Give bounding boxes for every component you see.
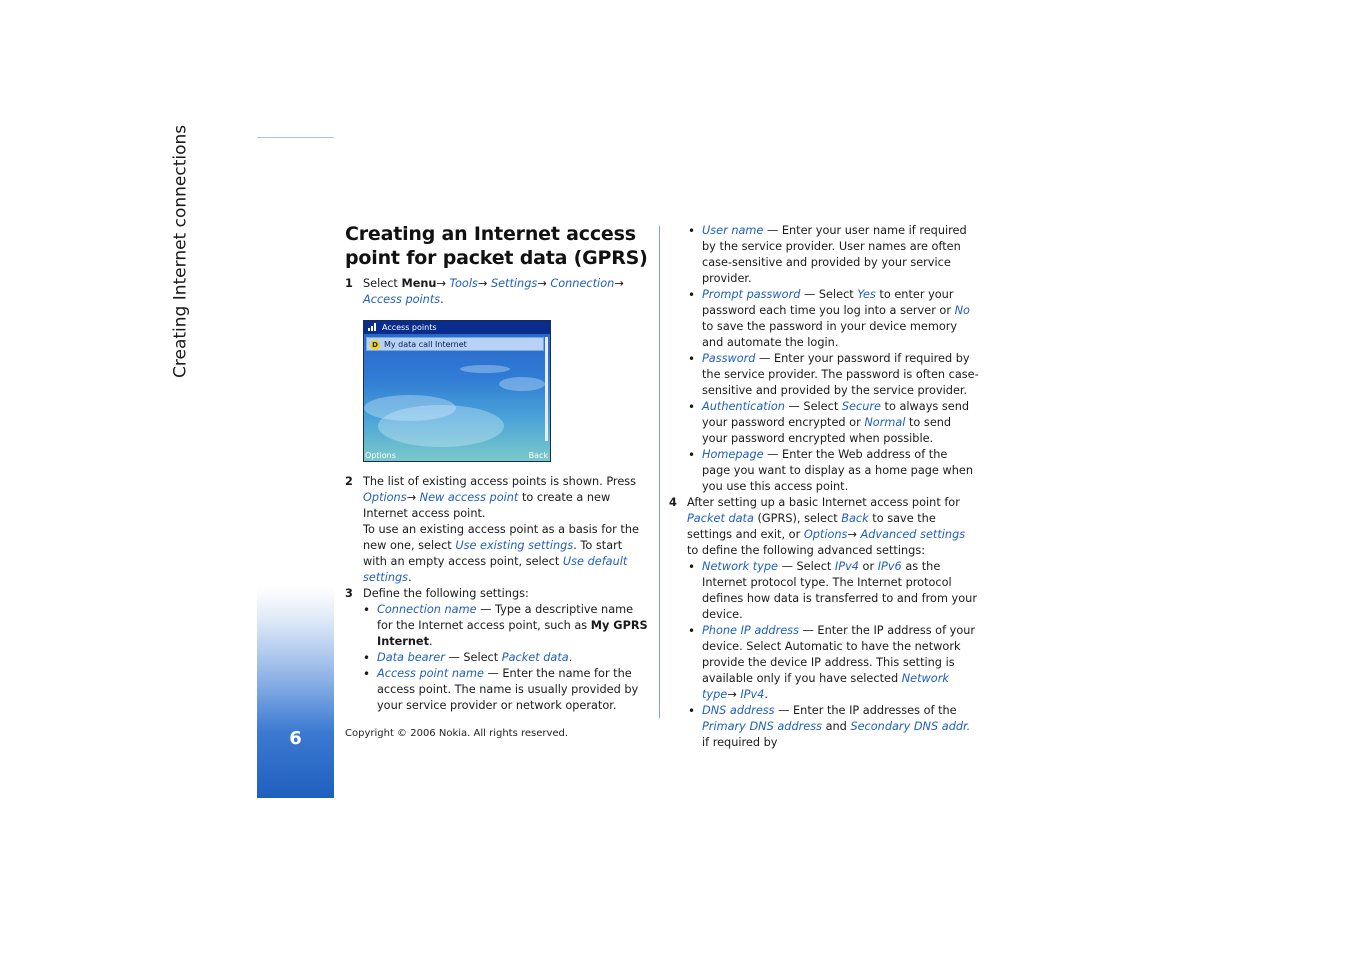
option-ipv4: IPv4 — [834, 560, 859, 573]
arrow: → — [614, 277, 624, 290]
text: to create a new Internet access point. — [363, 491, 611, 520]
text: . — [764, 688, 768, 701]
setting-phone-ip: Phone IP address — [702, 624, 799, 637]
step-number: 3 — [345, 587, 353, 600]
setting-password: Password — [702, 352, 756, 365]
setting-connection-name: Connection name — [377, 603, 477, 616]
menu-tools: Tools — [449, 277, 478, 290]
text: . — [408, 571, 412, 584]
setting-network-type: Network type — [702, 560, 778, 573]
step-number: 1 — [345, 277, 353, 290]
signal-icon — [368, 323, 377, 331]
text: to enter your password each time you log into a server or — [702, 288, 955, 317]
softkey-back: Back — [528, 451, 548, 460]
list-item — [688, 287, 979, 351]
text: to define the following advanced settings: — [687, 544, 926, 557]
text: — Select — [778, 560, 835, 573]
text: Select — [363, 277, 402, 290]
step-number: 2 — [345, 475, 353, 488]
arrow: → — [436, 277, 446, 290]
text: . — [440, 293, 444, 306]
phone-list-item-label: My data call Internet — [384, 340, 467, 349]
text: The list of existing access points is shown. Press — [363, 475, 637, 488]
list-item — [688, 223, 979, 287]
text: if required by — [702, 736, 778, 749]
list-item — [363, 650, 649, 666]
text: . — [428, 635, 433, 648]
menu-options: Options — [363, 491, 407, 504]
background-blob — [499, 377, 545, 391]
setting-user-name: User name — [702, 224, 764, 237]
text: (GPRS), select — [753, 512, 842, 525]
menu-use-existing: Use existing settings — [455, 539, 574, 552]
text: or — [858, 560, 878, 573]
text: to save the settings and exit, or — [687, 512, 936, 541]
text: — Enter your password if required by the service provider. The password is often case-sensitive and provided by the service provider. — [702, 352, 979, 397]
setting-network-type-ref: Network type — [702, 672, 949, 701]
text: . To start with an empty access point, select — [363, 539, 623, 568]
phone-list-item-selected — [366, 337, 544, 351]
setting-homepage: Homepage — [702, 448, 764, 461]
text: — Enter the IP address of your device. Select Automatic to have the network provide the device IP address. This setting is available only if you have selected — [702, 624, 976, 685]
page-title: Creating an Internet access point for packet data (GPRS) — [345, 223, 648, 269]
option-secure: Secure — [841, 400, 881, 413]
bullet: • — [688, 704, 696, 718]
menu-connection: Connection — [550, 277, 615, 290]
arrow: → — [537, 277, 547, 290]
setting-primary-dns: Primary DNS address — [702, 720, 822, 733]
phone-title-bar — [364, 321, 550, 334]
step-4 — [669, 495, 979, 559]
step-2 — [345, 474, 649, 586]
setting-secondary-dns: Secondary DNS addr. — [850, 720, 971, 733]
sidebar — [170, 124, 334, 798]
section-title-container — [170, 124, 334, 478]
option-back: Back — [841, 512, 869, 525]
page-number: 6 — [289, 728, 302, 749]
list-item — [688, 351, 979, 399]
bullet: • — [688, 400, 696, 414]
bullet: • — [688, 560, 696, 574]
text: — Enter the name for the access point. The name is usually provided by your service provider or network operator. — [377, 667, 639, 712]
phone-scrollbar — [545, 337, 548, 441]
bullet: • — [688, 224, 696, 238]
list-item — [688, 623, 979, 703]
setting-authentication: Authentication — [702, 400, 785, 413]
menu-use-default: Use default settings — [363, 555, 628, 584]
list-item — [363, 666, 649, 714]
setting-prompt-password: Prompt password — [702, 288, 801, 301]
text: To use an existing access point as a basis for the new one, select — [363, 523, 639, 552]
option-ipv6: IPv6 — [877, 560, 902, 573]
settings-list — [363, 602, 649, 714]
menu-settings: Settings — [490, 277, 538, 290]
left-column — [345, 222, 649, 714]
option-no: No — [954, 304, 970, 317]
column-divider — [659, 226, 660, 718]
setting-data-bearer: Data bearer — [377, 651, 445, 664]
menu-key: Menu — [401, 277, 437, 290]
option-normal: Normal — [864, 416, 906, 429]
menu-advanced-settings: Advanced settings — [860, 528, 966, 541]
arrow: → — [406, 491, 417, 504]
arrow: → — [477, 277, 488, 290]
section-title: Creating Internet connections — [170, 124, 191, 378]
right-column — [669, 223, 979, 751]
list-item — [688, 399, 979, 447]
text: to always send your password encrypted or — [702, 400, 970, 429]
step-3 — [345, 586, 649, 714]
text: to send your password encrypted when possible. — [702, 416, 952, 445]
menu-options: Options — [803, 528, 848, 541]
menu-new-access-point: New access point — [419, 491, 519, 504]
settings-list-continued — [669, 223, 979, 495]
bullet: • — [688, 352, 696, 366]
setting-access-point-name: Access point name — [377, 667, 484, 680]
setting-dns-address: DNS address — [702, 704, 775, 717]
bullet: • — [688, 288, 696, 302]
access-point-icon: D — [370, 340, 380, 350]
bullet: • — [688, 624, 696, 638]
background-blob — [378, 405, 504, 447]
phone-screenshot — [363, 320, 551, 462]
bullet: • — [688, 448, 696, 462]
menu-access-points: Access points — [363, 293, 441, 306]
arrow: → — [727, 688, 737, 701]
text: — Enter the Web address of the page you want to display as a home page when you use this access point. — [702, 448, 973, 493]
option-yes: Yes — [857, 288, 876, 301]
text: — Select — [800, 288, 858, 301]
text: to save the password in your device memory and automate the login. — [702, 320, 958, 349]
arrow: → — [847, 528, 857, 541]
text: — Select — [444, 651, 502, 664]
step-1 — [345, 276, 649, 308]
bullet: • — [363, 667, 371, 681]
text: as the Internet protocol type. The Internet protocol defines how data is transferred to and from your device. — [702, 560, 977, 621]
list-item — [688, 559, 979, 623]
text: and — [822, 720, 851, 733]
text: After setting up a basic Internet access point for — [687, 496, 960, 509]
list-item — [688, 447, 979, 495]
option-ipv4: IPv4 — [740, 688, 765, 701]
copyright: Copyright © 2006 Nokia. All rights reserved. — [345, 728, 569, 739]
text: — Enter your user name if required by the service provider. User names are often case-sensitive and provided by your service provider. — [702, 224, 967, 285]
text: . — [568, 651, 573, 664]
bullet: • — [363, 651, 371, 665]
text: — Type a descriptive name for the Internet access point, such as — [377, 603, 634, 632]
advanced-settings-list — [669, 559, 979, 751]
phone-title: Access points — [382, 323, 437, 332]
text: — Select — [784, 400, 842, 413]
option-packet-data: Packet data — [501, 651, 569, 664]
list-item — [363, 602, 649, 650]
phone-softkeys — [364, 450, 550, 461]
list-item — [688, 703, 979, 751]
bullet: • — [363, 603, 371, 617]
step-number: 4 — [669, 496, 677, 509]
option-packet-data: Packet data — [687, 512, 754, 525]
softkey-options: Options — [365, 451, 396, 460]
text: Define the following settings: — [363, 587, 529, 600]
example-name: My GPRS Internet — [377, 619, 648, 648]
background-blob — [460, 365, 510, 373]
text: — Enter the IP addresses of the — [774, 704, 957, 717]
